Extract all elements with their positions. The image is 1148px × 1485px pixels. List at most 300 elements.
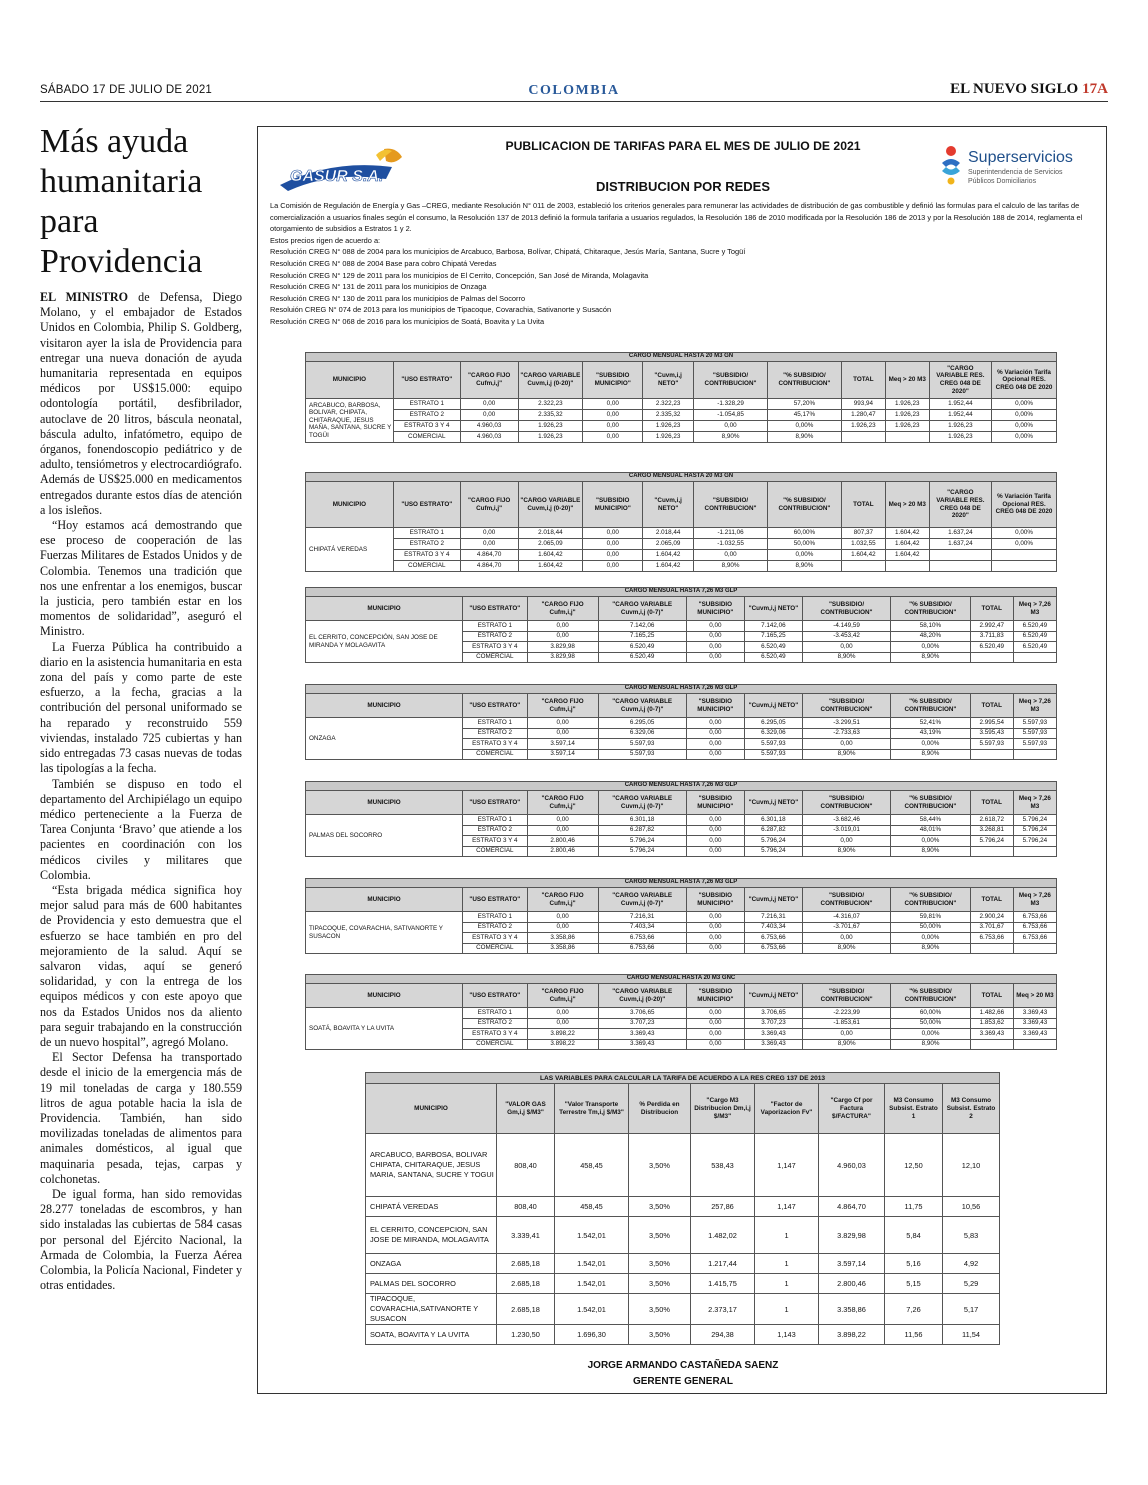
table-row [366, 1325, 1000, 1345]
table-cell: ESTRATO 2 [463, 631, 528, 642]
table-cell: 59,81% [891, 912, 971, 923]
column-header: "Cuvm,i,j NETO" [744, 984, 802, 1008]
table-cell: 6.520,49 [598, 642, 686, 653]
table-cell: 3.339,41 [497, 1217, 555, 1254]
table-cell: 7.216,31 [598, 912, 686, 923]
publication-title: EL NUEVO SIGLO [950, 81, 1079, 97]
column-header: "USO ESTRATO" [463, 888, 528, 912]
column-header: "CARGO FIJO Cufm,i,j" [527, 597, 598, 621]
table-cell: 3,50% [629, 1294, 691, 1325]
table-cell: 0,00 [527, 1018, 598, 1029]
tariff-table [305, 684, 1057, 760]
table-cell: 0,00% [992, 410, 1057, 421]
table-row [306, 561, 1057, 572]
table-row [306, 399, 1057, 410]
table-cell: 3.369,43 [744, 1039, 802, 1050]
table-cell: PALMAS DEL SOCORRO [366, 1274, 497, 1294]
table-cell: 3,50% [629, 1325, 691, 1345]
table-cell: 5.796,24 [970, 836, 1013, 847]
column-header: "% SUBSIDIO/ CONTRIBUCION" [891, 888, 971, 912]
table-cell: ESTRATO 2 [463, 1018, 528, 1029]
table-cell: 1.926,23 [929, 421, 991, 432]
table-row [306, 410, 1057, 421]
table-cell: -3.019,01 [802, 825, 890, 836]
table-cell: 7.165,25 [598, 631, 686, 642]
table-row [306, 912, 1057, 923]
table-cell: 2.335,32 [643, 410, 694, 421]
column-header: MUNICIPIO [306, 888, 463, 912]
table-cell: ESTRATO 3 Y 4 [393, 550, 460, 561]
table-cell: 3.829,98 [527, 642, 598, 653]
table-cell: 1.696,30 [555, 1325, 629, 1345]
table-cell: 0,00 [686, 749, 744, 760]
table-cell: 0,00 [460, 399, 518, 410]
table-cell: 257,86 [691, 1197, 755, 1217]
column-header: MUNICIPIO [306, 694, 463, 718]
column-header: "% SUBSIDIO/ CONTRIBUCION" [891, 694, 971, 718]
table-cell: 3.711,83 [970, 631, 1013, 642]
table-cell: 3,50% [629, 1274, 691, 1294]
table-cell: ESTRATO 3 Y 4 [393, 421, 460, 432]
column-header: "Cargo M3 Distribucion Dm,i,j $/M3" [691, 1084, 755, 1134]
table-cell: 3,50% [629, 1217, 691, 1254]
table-row [306, 1008, 1057, 1019]
table-cell [1013, 846, 1056, 857]
column-header: TOTAL [841, 482, 885, 528]
table-cell: 0,00 [460, 528, 518, 539]
table-cell: 6.753,66 [1013, 912, 1056, 923]
table-row [306, 718, 1057, 729]
municipio-cell: SOATÁ, BOAVITA Y LA UVITA [306, 1008, 463, 1050]
column-header: % Variación Tarifa Opcional RES. CREG 048 DE 2020 [992, 362, 1057, 399]
column-header: "USO ESTRATO" [393, 362, 460, 399]
table-cell: 6.520,49 [1013, 621, 1056, 632]
table-cell: 8,90% [767, 561, 841, 572]
table-cell: 0,00 [694, 550, 768, 561]
table-cell: 0,00% [992, 528, 1057, 539]
table-cell: 6.520,49 [598, 652, 686, 663]
table-cell: 1.280,47 [841, 410, 885, 421]
table-cell: 0,00 [583, 561, 643, 572]
table-cell: 3.898,22 [527, 1029, 598, 1040]
superservicios-icon [938, 145, 964, 185]
column-header: TOTAL [970, 791, 1013, 815]
table-cell: 12,10 [943, 1134, 1000, 1197]
table-cell: 6.520,49 [744, 652, 802, 663]
column-header: MUNICIPIO [306, 362, 394, 399]
table-cell: 6.753,66 [744, 943, 802, 954]
table-cell: 2.335,32 [518, 410, 583, 421]
table-cell: -2.733,63 [802, 728, 890, 739]
column-header: "CARGO FIJO Cufm,i,j" [460, 482, 518, 528]
column-header: MUNICIPIO [306, 984, 463, 1008]
column-header: "SUBSIDIO/ CONTRIBUCION" [802, 888, 890, 912]
table-cell: 5.597,93 [598, 749, 686, 760]
municipio-cell: TIPACOQUE, COVARACHIA, SATIVANORTE Y SUSACON [306, 912, 463, 954]
table-cell: 7.142,06 [744, 621, 802, 632]
table-cell [970, 846, 1013, 857]
table-caption: CARGO MENSUAL HASTA 20 M3 GNC [306, 975, 1057, 984]
table-cell: 10,56 [943, 1197, 1000, 1217]
table-cell [1013, 652, 1056, 663]
table-cell: 1.604,42 [518, 561, 583, 572]
table-cell: 3.369,43 [970, 1029, 1013, 1040]
table-cell: -3.701,67 [802, 922, 890, 933]
table-cell: 8,90% [694, 561, 768, 572]
table-cell: 48,20% [891, 631, 971, 642]
column-header: "Valor Transporte Terrestre Tm,i,j $/M3" [555, 1084, 629, 1134]
article-paragraph: La Fuerza Pública ha contribuido a diario en la asistencia humanitaria en esta zona del país y como parte de este esfuerzo, a la fecha, gracias a la contribución del personal uniformado se ha reparado y reconstruido 559 viviendas, instalado 725 cubiertas y han sido entregadas 73 casas nuevas de todas las tipologías a la fecha. [40, 639, 242, 776]
table-caption: CARGO MENSUAL HASTA 7,26 M3 GLP [306, 782, 1057, 791]
table-cell: 0,00 [527, 718, 598, 729]
table-row [306, 621, 1057, 632]
table-cell: 8,90% [802, 652, 890, 663]
table-cell: 57,20% [767, 399, 841, 410]
table-cell [1013, 943, 1056, 954]
column-header: Meq > 7,26 M3 [1013, 791, 1056, 815]
table-cell: 3.597,14 [527, 749, 598, 760]
table-cell: 2.900,24 [970, 912, 1013, 923]
table-cell: 538,43 [691, 1134, 755, 1197]
table-cell: 2.685,18 [497, 1274, 555, 1294]
table-cell: ESTRATO 1 [463, 1008, 528, 1019]
table-cell: 1.032,55 [841, 539, 885, 550]
table-cell: 3.597,14 [819, 1254, 885, 1274]
signature-name: JORGE ARMANDO CASTAÑEDA SAENZ [587, 1360, 779, 1371]
table-cell: 6.753,66 [1013, 922, 1056, 933]
table-cell: 3.369,43 [1013, 1008, 1056, 1019]
column-header: M3 Consumo Subsist. Estrato 2 [943, 1084, 1000, 1134]
table-cell: 6.753,66 [970, 933, 1013, 944]
column-header: TOTAL [970, 694, 1013, 718]
resolution-line: Resolución CREG N° 088 de 2004 Base para cobro Chipatá Veredas [270, 258, 497, 268]
table-cell: 5.796,24 [744, 836, 802, 847]
table-cell: 2.992,47 [970, 621, 1013, 632]
table-cell: 11,56 [885, 1325, 943, 1345]
table-cell: 6.520,49 [1013, 631, 1056, 642]
column-header: "Cuvm,i,j NETO" [744, 791, 802, 815]
table-cell: 0,00% [992, 399, 1057, 410]
table-cell: 0,00 [527, 912, 598, 923]
table-cell: 3,50% [629, 1134, 691, 1197]
table-cell: 60,00% [767, 528, 841, 539]
table-cell: ESTRATO 2 [393, 410, 460, 421]
table-cell: 2.618,72 [970, 815, 1013, 826]
table-cell: 0,00 [460, 539, 518, 550]
table-cell: COMERCIAL [463, 846, 528, 857]
column-header: "SUBSIDIO MUNICIPIO" [686, 694, 744, 718]
table-cell: 1.604,42 [885, 550, 929, 561]
table-cell: 4.864,70 [819, 1197, 885, 1217]
table-cell: 2.995,54 [970, 718, 1013, 729]
table-cell: 1.542,01 [555, 1274, 629, 1294]
table-cell: 1.926,23 [518, 421, 583, 432]
table-cell: ESTRATO 1 [393, 399, 460, 410]
table-cell: 1.926,23 [885, 421, 929, 432]
table-cell: 3.706,65 [744, 1008, 802, 1019]
resolution-line: Resolución CREG N° 130 de 2011 para los municipios de Palmas del Socorro [270, 293, 526, 303]
table-cell: 0,00 [686, 825, 744, 836]
table-cell: 0,00 [686, 631, 744, 642]
table-cell: 0,00% [767, 550, 841, 561]
column-header: "% SUBSIDIO/ CONTRIBUCION" [767, 362, 841, 399]
column-header: TOTAL [841, 362, 885, 399]
table-cell: COMERCIAL [393, 432, 460, 443]
ad-intro-paragraph: La Comisión de Regulación de Energía y Gas –CREG, mediante Resolución N° 011 de 2003, estableció los criterios generales para remunerar las actividades de distribución de gas combustible y definió las formulas para el calculo de las tarifas de comercialización a usuarios finales según el consumo, la Resolución 137 de 2013 definió la formula tarifaria a usuarios regulados, la Resolución 186 de 2010 modificada por la Resolución 186 de 2013 y por la Resolución 188 de 2014, reglamenta el otorgamiento de subsidios a Estratos 1 y 2. [270, 201, 1083, 234]
table-cell: COMERCIAL [463, 1039, 528, 1050]
table-cell: 2.800,46 [527, 846, 598, 857]
table-cell: 3.268,81 [970, 825, 1013, 836]
table-cell: 7.216,31 [744, 912, 802, 923]
column-header: "CARGO FIJO Cufm,i,j" [527, 694, 598, 718]
table-cell: 0,00 [583, 432, 643, 443]
table-cell: 6.295,05 [598, 718, 686, 729]
table-cell: 3.369,43 [598, 1029, 686, 1040]
table-cell: 0,00 [686, 652, 744, 663]
table-cell: 4.864,70 [460, 550, 518, 561]
column-header: "USO ESTRATO" [463, 984, 528, 1008]
table-cell: 5.597,93 [598, 739, 686, 750]
column-header: "SUBSIDIO MUNICIPIO" [686, 984, 744, 1008]
table-cell: 808,40 [497, 1197, 555, 1217]
table-cell: EL CERRITO, CONCEPCION, SAN JOSE DE MIRANDA, MOLAGAVITA [366, 1217, 497, 1254]
column-header: Meq > 7,26 M3 [1013, 597, 1056, 621]
tariff-table [305, 781, 1057, 857]
table-cell: 3.369,43 [1013, 1029, 1056, 1040]
resolution-line: Resolución CREG N° 131 de 2011 para los municipios de Onzaga [270, 282, 487, 292]
table-cell: 0,00 [527, 825, 598, 836]
table-cell: 0,00 [527, 631, 598, 642]
table-cell [1013, 1039, 1056, 1050]
column-header: % Perdida en Distribucion [629, 1084, 691, 1134]
column-header: M3 Consumo Subsist. Estrato 1 [885, 1084, 943, 1134]
table-cell: 807,37 [841, 528, 885, 539]
table-cell: 1.230,50 [497, 1325, 555, 1345]
table-cell: 2.685,18 [497, 1294, 555, 1325]
table-cell: 8,90% [891, 1039, 971, 1050]
table-cell: 7,26 [885, 1294, 943, 1325]
table-cell: 0,00 [686, 1029, 744, 1040]
table-cell: 5.597,93 [970, 739, 1013, 750]
table-cell: 8,90% [803, 1039, 891, 1050]
table-cell: 0,00 [686, 943, 744, 954]
column-header: "CARGO FIJO Cufm,i,j" [527, 888, 598, 912]
resolution-line: Resolución CREG N° 088 de 2004 para los municipios de Arcabuco, Barbosa, Bolívar, Chipatá, Chitaraque, Jesús María, Santana, Sucre y Togüí [270, 247, 746, 257]
table-cell: 0,00 [686, 1008, 744, 1019]
table-cell: 0,00 [686, 933, 744, 944]
table-cell: ESTRATO 2 [463, 825, 528, 836]
resolution-line: Resolución CREG N° 129 de 2011 para los municipios de El Cerrito, Concepción, San José de Miranda, Molagavita [270, 270, 649, 280]
table-cell: 1.952,44 [929, 399, 991, 410]
table-cell: 5.796,24 [598, 836, 686, 847]
table-cell: 0,00 [527, 621, 598, 632]
table-cell [970, 749, 1013, 760]
table-cell: 2.322,23 [518, 399, 583, 410]
table-cell: 3.829,98 [527, 652, 598, 663]
column-header: "Cargo Cf por Factura $/FACTURA" [819, 1084, 885, 1134]
table-cell: 1.482,66 [970, 1008, 1013, 1019]
table-cell: 6.520,49 [1013, 642, 1056, 653]
table-cell: 5.597,93 [744, 739, 802, 750]
column-header: "% SUBSIDIO/ CONTRIBUCION" [891, 597, 971, 621]
table-cell: 458,45 [555, 1134, 629, 1197]
column-header: TOTAL [970, 984, 1013, 1008]
column-header: "Cuvm,i,j NETO" [744, 888, 802, 912]
column-header: "SUBSIDIO MUNICIPIO" [583, 362, 643, 399]
table-cell: 0,00 [527, 1008, 598, 1019]
column-header: TOTAL [970, 597, 1013, 621]
table-cell: 1.542,01 [555, 1254, 629, 1274]
table-cell: -3.299,51 [802, 718, 890, 729]
table-cell: 2.065,09 [518, 539, 583, 550]
column-header: "CARGO VARIABLE RES. CREG 048 DE 2020" [929, 362, 991, 399]
table-cell: ESTRATO 1 [463, 912, 528, 923]
table-cell: 1 [755, 1217, 819, 1254]
table-cell: 0,00 [686, 621, 744, 632]
column-header: "USO ESTRATO" [463, 597, 528, 621]
table-cell: 52,41% [891, 718, 971, 729]
table-cell [929, 550, 991, 561]
table-cell: 2.018,44 [643, 528, 694, 539]
column-header: "CARGO VARIABLE Cuvm,i,j (0-20)" [518, 482, 583, 528]
table-caption: CARGO MENSUAL HASTA 7,26 M3 GLP [306, 685, 1057, 694]
table-cell: ESTRATO 3 Y 4 [463, 836, 528, 847]
table-cell: 48,01% [891, 825, 971, 836]
table-cell: 6.295,05 [744, 718, 802, 729]
table-cell: 8,90% [802, 749, 890, 760]
table-cell: -2.223,99 [803, 1008, 891, 1019]
tariff-table [305, 352, 1057, 443]
table-cell: -4.149,59 [802, 621, 890, 632]
column-header: "SUBSIDIO/ CONTRIBUCION" [802, 791, 890, 815]
table-cell: CHIPATÁ VEREDAS [366, 1197, 497, 1217]
page-header [40, 81, 1108, 102]
table-cell: TIPACOQUE, COVARACHIA,SATIVANORTE Y SUSACON [366, 1294, 497, 1325]
table-cell: -4.316,07 [802, 912, 890, 923]
table-cell: 3.358,86 [819, 1294, 885, 1325]
table-cell: ONZAGA [366, 1254, 497, 1274]
table-row [306, 550, 1057, 561]
table-cell: 808,40 [497, 1134, 555, 1197]
superservicios-title: Superservicios [968, 149, 1073, 166]
table-cell: -3.682,46 [802, 815, 890, 826]
tariff-table [305, 472, 1057, 572]
column-header: "Cuvm,i,j NETO" [643, 482, 694, 528]
table-cell: 6.329,06 [598, 728, 686, 739]
article-paragraph: El Sector Defensa ha transportado desde el inicio de la emergencia más de 19 mil toneladas de carga y 180.559 litros de agua potable hacia la isla de Providencia. También, han sido movilizadas toneladas de alimentos para animales domésticos, al igual que maquinaria pesada, tejas, carpas y colchonetas. [40, 1050, 242, 1186]
signature-title: GERENTE GENERAL [632, 1376, 733, 1387]
table-cell: 5,16 [885, 1254, 943, 1274]
table-cell: 1.542,01 [555, 1294, 629, 1325]
table-cell: 8,90% [767, 432, 841, 443]
table-cell: 0,00 [686, 836, 744, 847]
table-cell: 0,00 [686, 1039, 744, 1050]
table-cell: 8,90% [802, 846, 890, 857]
table-cell: 1,143 [755, 1325, 819, 1345]
table-cell: ESTRATO 3 Y 4 [463, 642, 528, 653]
table-cell: 0,00% [891, 1029, 971, 1040]
table-cell: 58,44% [891, 815, 971, 826]
column-header: "USO ESTRATO" [463, 694, 528, 718]
table-caption: CARGO MENSUAL HASTA 20 M3 GN [306, 353, 1057, 362]
table-row [306, 421, 1057, 432]
municipio-cell: ARCABUCO, BARBOSA, BOLIVAR, CHIPATA, CHITARAQUE, JESUS MAÑA, SANTANA, SUCRE Y TOGÜI [306, 399, 394, 443]
table-cell: 0,00 [583, 528, 643, 539]
table-cell: -1.328,29 [694, 399, 768, 410]
table-cell: 5,15 [885, 1274, 943, 1294]
table-cell: 6.753,66 [598, 943, 686, 954]
column-header: "% SUBSIDIO/ CONTRIBUCION" [891, 984, 971, 1008]
column-header: "SUBSIDIO/ CONTRIBUCION" [694, 362, 768, 399]
table-cell [992, 550, 1057, 561]
table-cell: 4.960,03 [819, 1134, 885, 1197]
table-cell: 6.287,82 [598, 825, 686, 836]
table-cell [970, 652, 1013, 663]
table-cell: 50,00% [891, 922, 971, 933]
table-cell: ESTRATO 1 [463, 718, 528, 729]
table-cell: 6.287,82 [744, 825, 802, 836]
column-header: "Cuvm,i,j NETO" [643, 362, 694, 399]
table-row [366, 1217, 1000, 1254]
table-caption: CARGO MENSUAL HASTA 20 M3 GN [306, 473, 1057, 482]
table-cell: 5.597,93 [744, 749, 802, 760]
table-cell: 5,83 [943, 1217, 1000, 1254]
table-cell: 3.597,14 [527, 739, 598, 750]
table-cell: 5.796,24 [598, 846, 686, 857]
table-row [366, 1274, 1000, 1294]
table-cell: 6.301,18 [744, 815, 802, 826]
column-header: "USO ESTRATO" [393, 482, 460, 528]
table-cell: ESTRATO 1 [393, 528, 460, 539]
table-cell: 6.753,66 [744, 933, 802, 944]
table-cell: SOATA, BOAVITA Y LA UVITA [366, 1325, 497, 1345]
column-header: "CARGO VARIABLE Cuvm,i,j (0-20)" [598, 984, 686, 1008]
table-cell: 1.926,23 [841, 421, 885, 432]
table-cell: 0,00 [686, 739, 744, 750]
superservicios-sub2: Públicos Domiciliarios [968, 178, 1037, 185]
table-cell: -3.453,42 [802, 631, 890, 642]
table-cell: 0,00% [767, 421, 841, 432]
table-caption: LAS VARIABLES PARA CALCULAR LA TARIFA DE ACUERDO A LA RES CREG 137 DE 2013 [366, 1073, 1000, 1084]
table-row [366, 1294, 1000, 1325]
table-cell: 3.358,86 [527, 933, 598, 944]
table-cell: 7.165,25 [744, 631, 802, 642]
table-cell: 458,45 [555, 1197, 629, 1217]
article-lead: EL MINISTRO [40, 290, 129, 304]
table-cell: 0,00 [686, 922, 744, 933]
publication-name [950, 81, 1108, 98]
column-header: "Factor de Vaporizacion Fv" [755, 1084, 819, 1134]
table-cell: 0,00 [460, 410, 518, 421]
table-cell [885, 561, 929, 572]
ad-subtitle: DISTRIBUCION POR REDES [595, 179, 771, 194]
table-cell: 0,00% [891, 933, 971, 944]
tariff-table [305, 587, 1057, 663]
table-cell: 50,00% [767, 539, 841, 550]
resolution-line: Estos precios rigen de acuerdo a: [270, 235, 381, 245]
column-header: "CARGO VARIABLE Cuvm,i,j (0-7)" [598, 791, 686, 815]
table-cell: 4.960,03 [460, 432, 518, 443]
article-paragraph [40, 290, 242, 518]
table-cell: ESTRATO 2 [393, 539, 460, 550]
table-cell: 3.701,67 [970, 922, 1013, 933]
article-body [40, 290, 242, 1293]
table-cell: 8,90% [802, 943, 890, 954]
table-cell: 3,50% [629, 1197, 691, 1217]
table-cell: ESTRATO 3 Y 4 [463, 1029, 528, 1040]
article-headline: Más ayuda humanitaria para Providencia [40, 123, 203, 280]
table-cell: ESTRATO 3 Y 4 [463, 739, 528, 750]
